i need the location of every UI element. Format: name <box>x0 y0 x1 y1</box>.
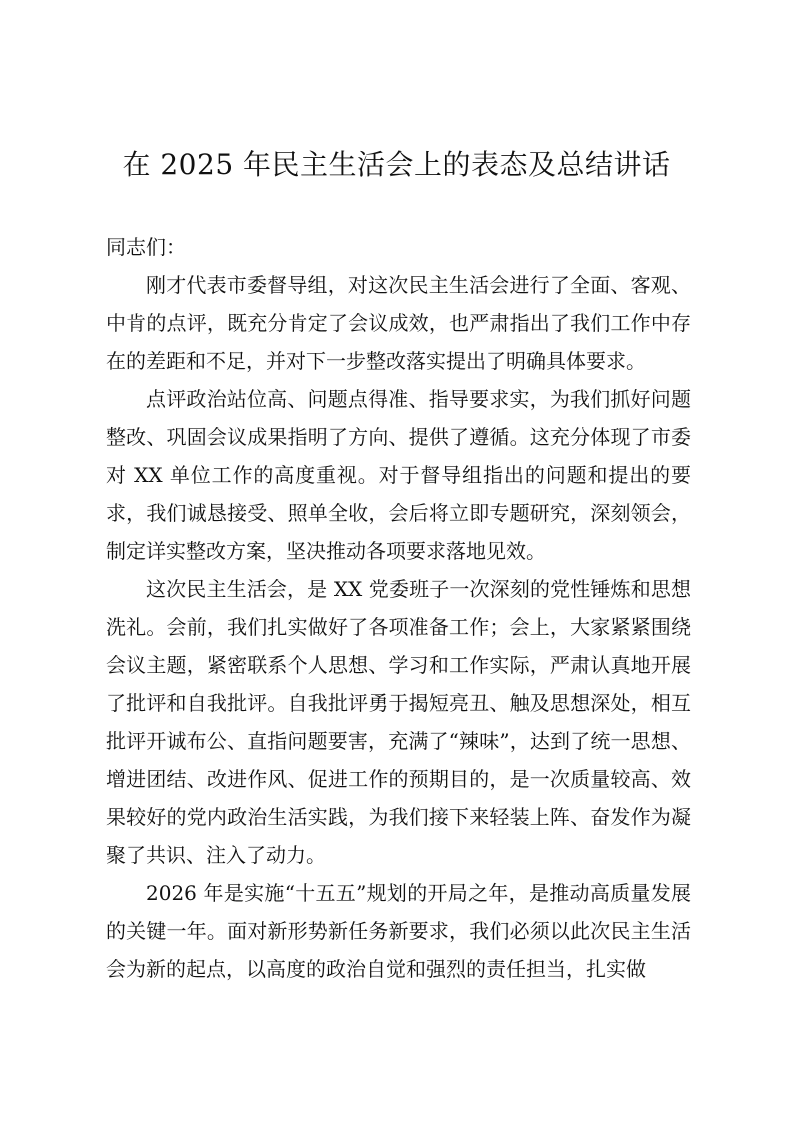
salutation: 同志们： <box>106 235 186 259</box>
paragraph-3: 这次民主生活会，是 XX 党委班子一次深刻的党性锤炼和思想洗礼。会前，我们扎实做好了各项准备工作；会上，大家紧紧围绕会议主题，紧密联系个人思想、学习和工作实际，严肃认真地开展了批评和自我批评。自我批评勇于揭短亮丑、触及思想深处，相互批评开诚布公、直指问题要害，充满了“辣味”，达到了统一思想、增进团结、改进作风、促进工作的预期目的，是一次质量较高、效果较好的党内政治生活实践，为我们接下来轻装上阵、奋发作为凝聚了共识、注入了动力。 <box>106 577 691 867</box>
paragraph-1: 刚才代表市委督导组，对这次民主生活会进行了全面、客观、中肯的点评，既充分肯定了会议成效，也严肃指出了我们工作中存在的差距和不足，并对下一步整改落实提出了明确具体要求。 <box>106 273 691 373</box>
document-title: 在 2025 年民主生活会上的表态及总结讲话 <box>122 148 671 181</box>
paragraph-2: 点评政治站位高、问题点得准、指导要求实，为我们抓好问题整改、巩固会议成果指明了方向、提供了遵循。这充分体现了市委对 XX 单位工作的高度重视。对于督导组指出的问题和提出的要求，我们诚恳接受、照单全收，会后将立即专题研究，深刻领会，制定详实整改方案，坚决推动各项要求落地见效。 <box>106 387 691 563</box>
paragraph-4: 2026 年是实施“十五五”规划的开局之年，是推动高质量发展的关键一年。面对新形势新任务新要求，我们必须以此次民主生活会为新的起点，以高度的政治自觉和强烈的责任担当，扎实做 <box>106 881 691 981</box>
document-body <box>106 228 691 988</box>
